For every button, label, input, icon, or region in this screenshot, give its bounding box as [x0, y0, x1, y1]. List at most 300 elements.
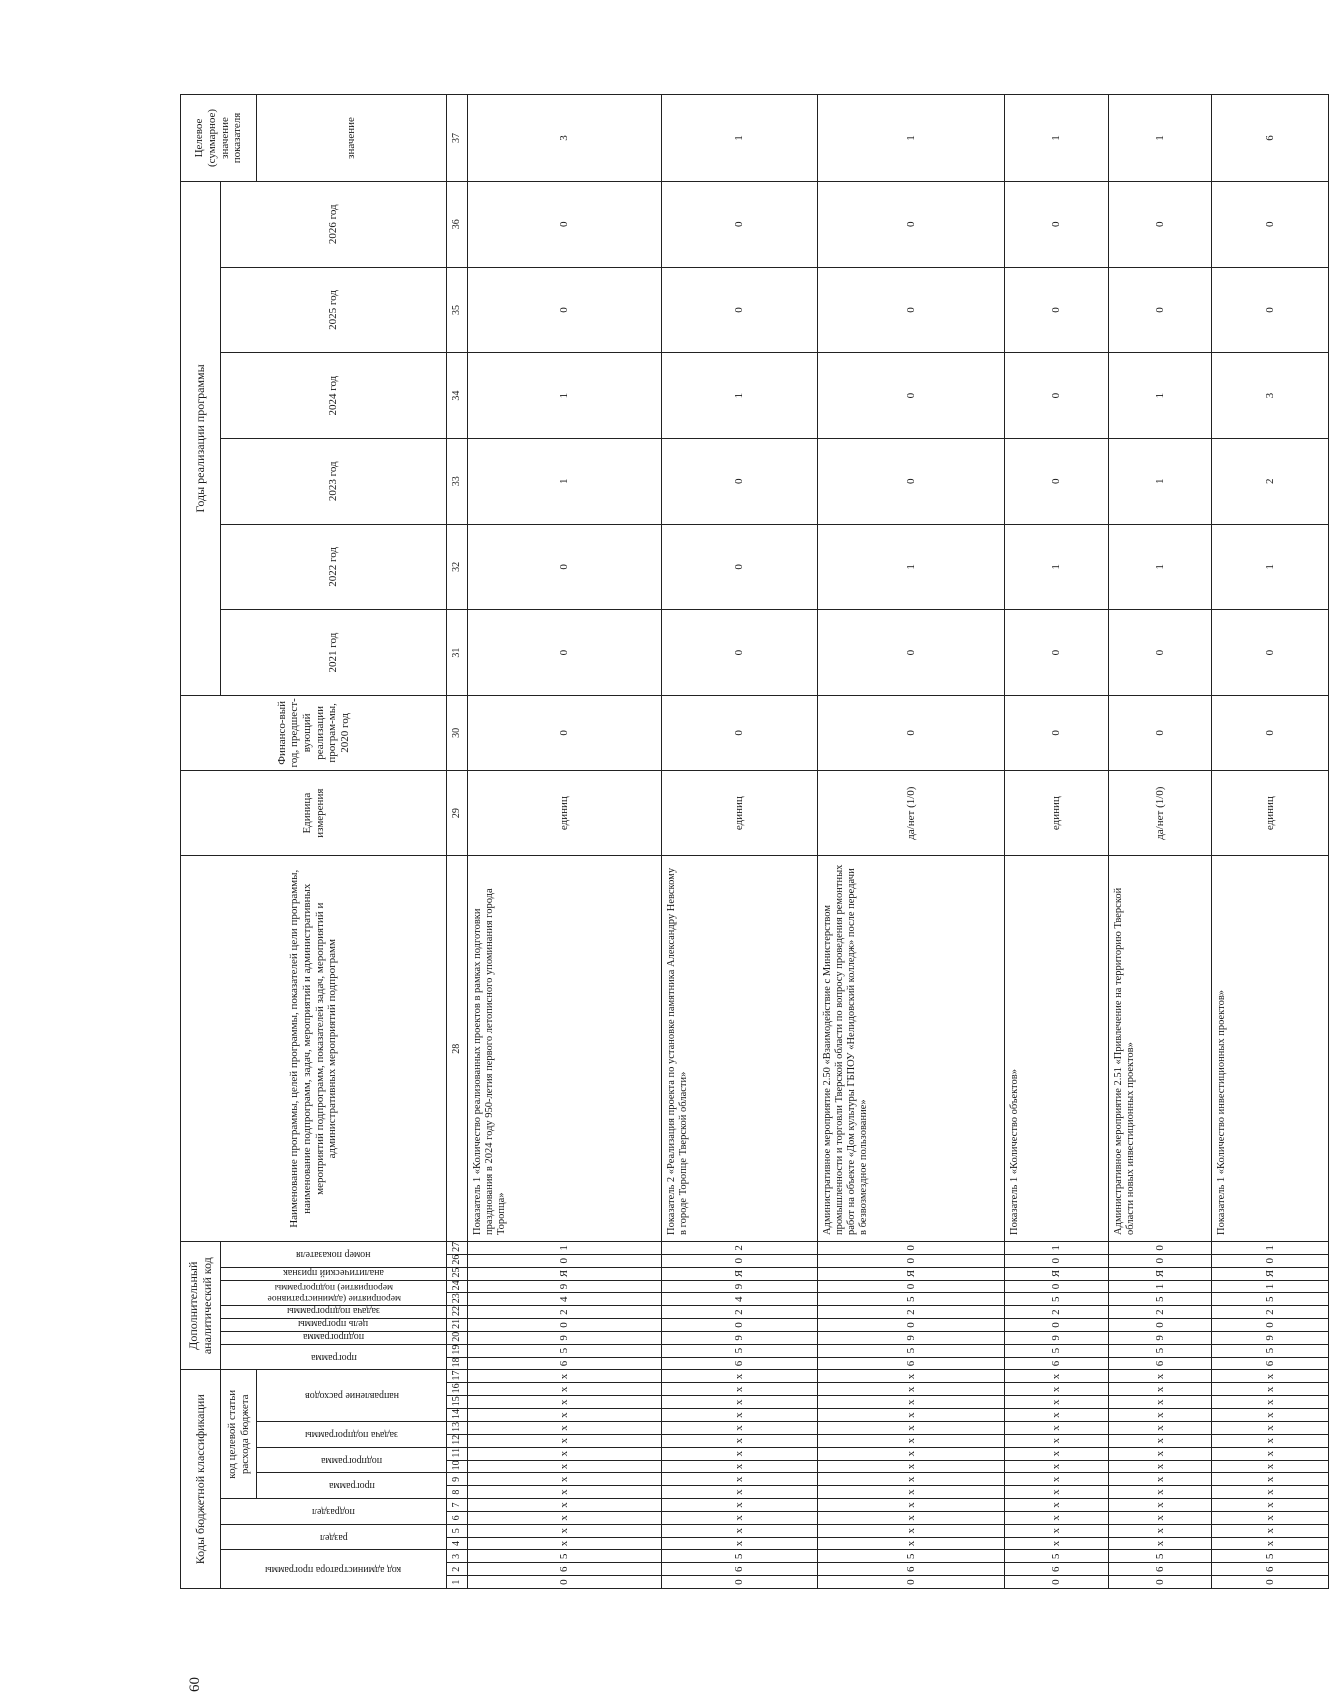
analytic-code-cell: 5: [1212, 1344, 1329, 1357]
column-number: 1: [447, 1576, 468, 1589]
column-number: 27: [447, 1241, 468, 1254]
budget-code-cell: х: [1005, 1524, 1109, 1537]
budget-code-cell: х: [1108, 1383, 1212, 1396]
budget-code-cell: х: [817, 1396, 1005, 1409]
budget-code-cell: 5: [1212, 1550, 1329, 1563]
analytic-code-cell: 6: [1005, 1357, 1109, 1370]
budget-code-cell: х: [817, 1383, 1005, 1396]
budget-code-cell: х: [1108, 1537, 1212, 1550]
analytic-code-cell: 5: [1108, 1344, 1212, 1357]
budget-code-cell: х: [1212, 1434, 1329, 1447]
year-value-cell: 0: [468, 695, 662, 770]
target-value-cell: 6: [1212, 95, 1329, 182]
budget-code-cell: х: [1212, 1511, 1329, 1524]
budget-code-cell: 0: [1212, 1576, 1329, 1589]
budget-code-cell: х: [817, 1434, 1005, 1447]
year-value-cell: 0: [662, 695, 817, 770]
year-value-cell: 0: [662, 267, 817, 353]
target-value-cell: 1: [1108, 95, 1212, 182]
year-value-cell: 0: [1108, 610, 1212, 696]
analytic-code-cell: 2: [1212, 1306, 1329, 1319]
column-number: 13: [447, 1422, 468, 1435]
budget-code-cell: х: [1212, 1422, 1329, 1435]
year-value-cell: 0: [1212, 610, 1329, 696]
analytic-code-cell: 0: [817, 1319, 1005, 1332]
year-value-cell: 3: [1212, 353, 1329, 439]
table-row: [1108, 95, 1212, 1589]
analytic-code-cell: 1: [1108, 1280, 1212, 1293]
analytic-code-cell: 0: [1108, 1254, 1212, 1267]
unit-cell: единиц: [468, 770, 662, 856]
column-number: 9: [447, 1473, 468, 1486]
column-number: 3: [447, 1550, 468, 1563]
year-2026-header: 2026 год: [221, 181, 447, 267]
column-number: 7: [447, 1499, 468, 1512]
year-value-cell: 0: [1005, 695, 1109, 770]
budget-code-cell: х: [662, 1537, 817, 1550]
budget-code-cell: х: [1212, 1409, 1329, 1422]
budget-code-cell: х: [1005, 1409, 1109, 1422]
indicator-name-cell: Показатель 2 «Реализация проекта по установке памятника Александру Невскому в городе Торопце Тверской области»: [662, 856, 817, 1241]
indicator-name-cell: Административное мероприятие 2.50 «Взаимодействие с Министерством промышленности и торговли Тверской области по вопросу проведения ремонтных работ на объекте «Дом культуры ГБПОУ «Нелидовский колледж» после передачи в безвозмездное пользование»: [817, 856, 1005, 1241]
year-value-cell: 0: [662, 438, 817, 524]
budget-code-cell: 0: [1005, 1576, 1109, 1589]
budget-code-cell: х: [662, 1409, 817, 1422]
column-number: 10: [447, 1460, 468, 1473]
years-group-header: Годы реализации программы: [181, 181, 221, 695]
analytic-code-cell: 2: [817, 1306, 1005, 1319]
column-number: 4: [447, 1537, 468, 1550]
analytic-code-cell: Я: [1005, 1267, 1109, 1280]
budget-code-cell: х: [468, 1473, 662, 1486]
analytic-code-cell: 0: [1005, 1280, 1109, 1293]
year-value-cell: 0: [1005, 181, 1109, 267]
column-number: 15: [447, 1396, 468, 1409]
section-header: раздел: [221, 1524, 447, 1550]
analytic-code-cell: 6: [1212, 1357, 1329, 1370]
budget-code-cell: х: [1005, 1499, 1109, 1512]
analytic-code-cell: Я: [817, 1267, 1005, 1280]
admin-code-header: код администратора программы: [221, 1550, 447, 1589]
column-number: 6: [447, 1511, 468, 1524]
column-number: 16: [447, 1383, 468, 1396]
analytic-code-cell: 2: [1108, 1306, 1212, 1319]
analytic-code-cell: 1: [1005, 1241, 1109, 1254]
year-value-cell: 0: [817, 267, 1005, 353]
target-value-cell: 1: [817, 95, 1005, 182]
budget-code-cell: х: [662, 1473, 817, 1486]
year-value-cell: 0: [662, 610, 817, 696]
column-number: 2: [447, 1563, 468, 1576]
budget-code-cell: 5: [1108, 1550, 1212, 1563]
analytic-code-cell: 0: [817, 1254, 1005, 1267]
budget-code-cell: 0: [1108, 1576, 1212, 1589]
year-value-cell: 0: [662, 524, 817, 610]
year-value-cell: 1: [468, 353, 662, 439]
analytic-code-cell: 9: [468, 1280, 662, 1293]
budget-code-cell: х: [662, 1396, 817, 1409]
subprogram-task2-header: задача подпрограммы: [221, 1306, 447, 1319]
year-value-cell: 0: [468, 267, 662, 353]
budget-code-cell: х: [662, 1511, 817, 1524]
name-header: Наименование программы, целей программы, показателей цели программы, наименование подпрограмм, задач, мероприятий и административных мероприятий подпрограмм, показателей задач, мероприятий и административных мероприятий подпрограмм: [181, 856, 447, 1241]
budget-code-cell: х: [1108, 1370, 1212, 1383]
analytic-code-cell: 5: [817, 1293, 1005, 1306]
analytic-code-cell: 0: [1212, 1319, 1329, 1332]
analytic-code-cell: 5: [817, 1344, 1005, 1357]
column-numbers-row: [447, 95, 468, 1589]
budget-code-cell: х: [1005, 1422, 1109, 1435]
analytic-code-cell: 9: [1005, 1331, 1109, 1344]
year-value-cell: 0: [1005, 353, 1109, 439]
year-2023-header: 2023 год: [221, 438, 447, 524]
budget-code-cell: х: [662, 1370, 817, 1383]
analytic-code-cell: 6: [662, 1357, 817, 1370]
budget-code-cell: х: [1108, 1422, 1212, 1435]
column-number: 11: [447, 1447, 468, 1460]
budget-code-cell: х: [1212, 1486, 1329, 1499]
budget-code-cell: х: [817, 1511, 1005, 1524]
indicator-number-header: номер показателя: [221, 1241, 447, 1267]
budget-code-cell: х: [1212, 1537, 1329, 1550]
budget-code-cell: х: [817, 1537, 1005, 1550]
budget-code-cell: 0: [468, 1576, 662, 1589]
additional-code-group-header: Дополнительный аналитический код: [181, 1241, 221, 1369]
analytic-code-cell: 9: [468, 1331, 662, 1344]
analytic-code-cell: 5: [1212, 1293, 1329, 1306]
analytic-code-cell: 9: [817, 1331, 1005, 1344]
table-row: [1212, 95, 1329, 1589]
budget-code-cell: х: [1212, 1396, 1329, 1409]
budget-code-cell: х: [1108, 1486, 1212, 1499]
analytic-code-cell: 0: [468, 1254, 662, 1267]
budget-code-cell: х: [662, 1499, 817, 1512]
year-value-cell: 1: [662, 353, 817, 439]
column-number: 24: [447, 1280, 468, 1293]
budget-code-cell: х: [468, 1383, 662, 1396]
table-row: [662, 95, 817, 1589]
target-value-cell: 1: [662, 95, 817, 182]
budget-code-cell: х: [468, 1422, 662, 1435]
table-row: [1005, 95, 1109, 1589]
budget-code-cell: х: [1108, 1396, 1212, 1409]
analytic-code-cell: 6: [817, 1357, 1005, 1370]
budget-code-cell: х: [817, 1473, 1005, 1486]
year-2021-header: 2021 год: [221, 610, 447, 696]
budget-code-cell: 6: [468, 1563, 662, 1576]
budget-code-cell: х: [662, 1383, 817, 1396]
year-value-cell: 1: [1005, 524, 1109, 610]
budget-code-cell: х: [468, 1396, 662, 1409]
analytic-code-cell: 1: [1212, 1280, 1329, 1293]
budget-code-cell: 6: [1005, 1563, 1109, 1576]
budget-code-cell: х: [817, 1524, 1005, 1537]
budget-code-cell: х: [1005, 1383, 1109, 1396]
analytic-code-cell: 9: [1108, 1331, 1212, 1344]
budget-code-cell: х: [1108, 1447, 1212, 1460]
budget-code-cell: х: [817, 1409, 1005, 1422]
indicator-name-cell: Показатель 1 «Количество объектов»: [1005, 856, 1109, 1241]
column-number: 35: [447, 267, 468, 353]
budget-code-cell: х: [468, 1524, 662, 1537]
budget-code-cell: х: [1212, 1460, 1329, 1473]
analytic-code-cell: 5: [1005, 1344, 1109, 1357]
analytic-code-cell: 9: [662, 1331, 817, 1344]
year-value-cell: 1: [468, 438, 662, 524]
column-number: 34: [447, 353, 468, 439]
budget-code-cell: х: [468, 1409, 662, 1422]
budget-code-cell: х: [468, 1370, 662, 1383]
year-value-cell: 1: [1212, 524, 1329, 610]
budget-code-cell: х: [1212, 1370, 1329, 1383]
unit-cell: единиц: [662, 770, 817, 856]
year-value-cell: 0: [468, 181, 662, 267]
column-number: 32: [447, 524, 468, 610]
budget-code-cell: х: [468, 1434, 662, 1447]
target-article-header: код целевой статьи расхода бюджета: [221, 1370, 257, 1499]
analytic-code-cell: 4: [468, 1293, 662, 1306]
budget-code-cell: х: [1005, 1434, 1109, 1447]
year-value-cell: 0: [468, 524, 662, 610]
budget-code-cell: х: [1005, 1537, 1109, 1550]
subprogram-task-header: задача подпрограммы: [257, 1422, 447, 1448]
year-value-cell: 0: [1005, 610, 1109, 696]
indicator-name-cell: Административное мероприятие 2.51 «Привлечение на территорию Тверской области новых инвестиционных проектов»: [1108, 856, 1212, 1241]
activity-header: мероприятие (административное мероприятие) подпрограммы: [221, 1280, 447, 1306]
analytic-code-cell: Я: [662, 1267, 817, 1280]
budget-code-cell: х: [468, 1460, 662, 1473]
budget-code-cell: х: [1212, 1447, 1329, 1460]
analytic-code-cell: Я: [1212, 1267, 1329, 1280]
analytic-code-cell: 6: [1108, 1357, 1212, 1370]
analytic-code-cell: 5: [1005, 1293, 1109, 1306]
budget-code-cell: х: [662, 1447, 817, 1460]
column-number: 14: [447, 1409, 468, 1422]
analytic-code-cell: 0: [662, 1319, 817, 1332]
add-subprogram-header: подпрограмма: [221, 1331, 447, 1344]
budget-code-cell: 6: [817, 1563, 1005, 1576]
subprogram-header: подпрограмма: [257, 1447, 447, 1473]
analytic-code-cell: Я: [1108, 1267, 1212, 1280]
analytic-code-cell: 2: [1005, 1306, 1109, 1319]
budget-code-cell: х: [817, 1447, 1005, 1460]
analytic-code-cell: 0: [1005, 1319, 1109, 1332]
analytic-code-cell: 1: [1212, 1241, 1329, 1254]
year-value-cell: 2: [1212, 438, 1329, 524]
column-number: 37: [447, 95, 468, 182]
budget-code-cell: 5: [468, 1550, 662, 1563]
column-number: 22: [447, 1306, 468, 1319]
column-number: 28: [447, 856, 468, 1241]
year-value-cell: 0: [1212, 267, 1329, 353]
year-value-cell: 0: [468, 610, 662, 696]
budget-code-cell: 6: [1212, 1563, 1329, 1576]
year-value-cell: 0: [662, 181, 817, 267]
column-number: 30: [447, 695, 468, 770]
analytic-sign-header: аналитический признак: [221, 1267, 447, 1280]
codes-group-header: Коды бюджетной классификации: [181, 1370, 221, 1589]
analytic-code-cell: 2: [662, 1306, 817, 1319]
unit-header: Единица измерения: [181, 770, 447, 856]
analytic-code-cell: 0: [1108, 1241, 1212, 1254]
target-value-header: значение: [257, 95, 447, 182]
column-number: 23: [447, 1293, 468, 1306]
budget-code-cell: х: [1005, 1447, 1109, 1460]
budget-code-cell: х: [1212, 1524, 1329, 1537]
budget-code-cell: х: [662, 1422, 817, 1435]
budget-code-cell: х: [817, 1370, 1005, 1383]
budget-code-cell: х: [662, 1486, 817, 1499]
column-number: 21: [447, 1319, 468, 1332]
analytic-code-cell: 9: [1212, 1331, 1329, 1344]
year-2022-header: 2022 год: [221, 524, 447, 610]
fin-year-header: Финансо-вый год, предшест-вующий реализации програм-мы, 2020 год: [181, 695, 447, 770]
indicator-name-cell: Показатель 1 «Количество реализованных проектов в рамках подготовки празднования в 2024 году 950-летия первого летописного упоминания города Торопца»: [468, 856, 662, 1241]
column-number: 25: [447, 1267, 468, 1280]
indicator-name-cell: Показатель 1 «Количество инвестиционных проектов»: [1212, 856, 1329, 1241]
year-value-cell: 0: [817, 695, 1005, 770]
analytic-code-cell: 9: [662, 1280, 817, 1293]
program-goal-header: цель программы: [221, 1319, 447, 1332]
year-2025-header: 2025 год: [221, 267, 447, 353]
budget-code-cell: х: [468, 1537, 662, 1550]
add-program-header: программа: [221, 1344, 447, 1370]
budget-code-cell: х: [1212, 1499, 1329, 1512]
program-indicators-table: [180, 94, 1329, 1589]
budget-code-cell: х: [1212, 1383, 1329, 1396]
budget-code-cell: 5: [817, 1550, 1005, 1563]
year-value-cell: 0: [1005, 438, 1109, 524]
budget-code-cell: х: [1005, 1486, 1109, 1499]
year-value-cell: 0: [1108, 695, 1212, 770]
budget-code-cell: х: [1005, 1511, 1109, 1524]
column-number: 12: [447, 1434, 468, 1447]
budget-code-cell: х: [1108, 1511, 1212, 1524]
budget-code-cell: х: [468, 1486, 662, 1499]
budget-code-cell: 0: [662, 1576, 817, 1589]
analytic-code-cell: 5: [1108, 1293, 1212, 1306]
budget-code-cell: 5: [1005, 1550, 1109, 1563]
year-value-cell: 1: [1108, 353, 1212, 439]
budget-code-cell: 0: [817, 1576, 1005, 1589]
expense-direction-header: направление расходов: [257, 1370, 447, 1422]
column-number: 18: [447, 1357, 468, 1370]
analytic-code-cell: Я: [468, 1267, 662, 1280]
table-row: [817, 95, 1005, 1589]
analytic-code-cell: 4: [662, 1293, 817, 1306]
budget-code-cell: х: [468, 1511, 662, 1524]
budget-code-cell: х: [468, 1499, 662, 1512]
program-header: программа: [257, 1473, 447, 1499]
budget-code-cell: х: [468, 1447, 662, 1460]
column-number: 33: [447, 438, 468, 524]
unit-cell: да/нет (1/0): [1108, 770, 1212, 856]
budget-code-cell: 5: [662, 1550, 817, 1563]
table-body: [468, 95, 1329, 1589]
budget-code-cell: х: [817, 1422, 1005, 1435]
budget-code-cell: х: [662, 1460, 817, 1473]
analytic-code-cell: 0: [1005, 1254, 1109, 1267]
budget-code-cell: х: [662, 1524, 817, 1537]
rotated-table-container: [180, 94, 1329, 1589]
column-number: 17: [447, 1370, 468, 1383]
budget-code-cell: х: [1005, 1396, 1109, 1409]
subsection-header: подраздел: [221, 1499, 447, 1525]
year-value-cell: 0: [1212, 181, 1329, 267]
budget-code-cell: х: [1108, 1434, 1212, 1447]
year-value-cell: 0: [817, 181, 1005, 267]
analytic-code-cell: 0: [1108, 1319, 1212, 1332]
year-2024-header: 2024 год: [221, 353, 447, 439]
year-value-cell: 0: [1212, 695, 1329, 770]
unit-cell: единиц: [1212, 770, 1329, 856]
analytic-code-cell: 0: [662, 1254, 817, 1267]
year-value-cell: 0: [817, 610, 1005, 696]
analytic-code-cell: 2: [468, 1306, 662, 1319]
budget-code-cell: х: [817, 1486, 1005, 1499]
column-number: 8: [447, 1486, 468, 1499]
budget-code-cell: х: [1108, 1473, 1212, 1486]
analytic-code-cell: 0: [817, 1280, 1005, 1293]
budget-code-cell: х: [817, 1460, 1005, 1473]
budget-code-cell: х: [1005, 1460, 1109, 1473]
budget-code-cell: х: [1005, 1473, 1109, 1486]
column-number: 20: [447, 1331, 468, 1344]
budget-code-cell: х: [662, 1434, 817, 1447]
analytic-code-cell: 2: [662, 1241, 817, 1254]
year-value-cell: 0: [1005, 267, 1109, 353]
year-value-cell: 0: [1108, 181, 1212, 267]
budget-code-cell: х: [1108, 1409, 1212, 1422]
target-group-header: Целевое (суммарное) значение показателя: [181, 95, 257, 182]
year-value-cell: 1: [1108, 524, 1212, 610]
year-value-cell: 0: [817, 353, 1005, 439]
column-number: 29: [447, 770, 468, 856]
budget-code-cell: х: [1108, 1524, 1212, 1537]
budget-code-cell: х: [1108, 1460, 1212, 1473]
budget-code-cell: х: [1212, 1473, 1329, 1486]
year-value-cell: 1: [817, 524, 1005, 610]
unit-cell: единиц: [1005, 770, 1109, 856]
target-value-cell: 1: [1005, 95, 1109, 182]
budget-code-cell: х: [1005, 1370, 1109, 1383]
column-number: 31: [447, 610, 468, 696]
analytic-code-cell: 6: [468, 1357, 662, 1370]
column-number: 26: [447, 1254, 468, 1267]
analytic-code-cell: 0: [468, 1319, 662, 1332]
analytic-code-cell: 5: [662, 1344, 817, 1357]
budget-code-cell: 6: [1108, 1563, 1212, 1576]
target-value-cell: 3: [468, 95, 662, 182]
year-value-cell: 0: [1108, 267, 1212, 353]
column-number: 36: [447, 181, 468, 267]
page-number: 60: [187, 1677, 203, 1692]
analytic-code-cell: 1: [468, 1241, 662, 1254]
unit-cell: да/нет (1/0): [817, 770, 1005, 856]
budget-code-cell: х: [817, 1499, 1005, 1512]
column-number: 19: [447, 1344, 468, 1357]
budget-code-cell: х: [1108, 1499, 1212, 1512]
year-value-cell: 0: [817, 438, 1005, 524]
column-number: 5: [447, 1524, 468, 1537]
table-row: [468, 95, 662, 1589]
year-value-cell: 1: [1108, 438, 1212, 524]
analytic-code-cell: 0: [1212, 1254, 1329, 1267]
analytic-code-cell: 5: [468, 1344, 662, 1357]
rotated-table-area: [180, 94, 1329, 1589]
budget-code-cell: 6: [662, 1563, 817, 1576]
analytic-code-cell: 0: [817, 1241, 1005, 1254]
